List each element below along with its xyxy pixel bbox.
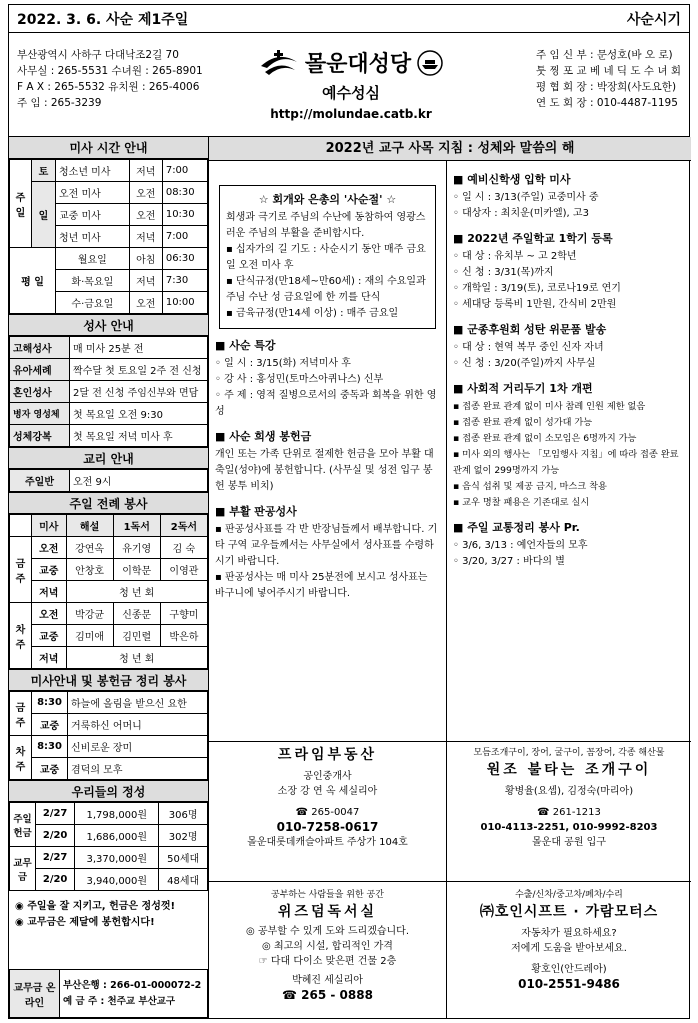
altar-service-table: 미사 해설 1독서 2독서 금주 오전 강연옥 유기영 김 숙 교중 안창호 이학문 이영관 저녁 청 년 회 차주 오전 박강균 신종문 구향미 교중 김미애 김민렬 박은하 저녁 청 년 회 (9, 514, 208, 669)
sacraments-title: 성사 안내 (9, 314, 208, 336)
ship-emblem-icon (417, 50, 443, 76)
main-content (209, 137, 691, 161)
ad-restaurant: 모듬조개구이, 장어, 굴구이, 꼼장어, 각종 해산물 원조 불타는 조개구이 황병율(요셉), 김정숙(마리아) ☎ 261-1213 010-4113-2251, 010-9992-8203 몰운대 공원 입구 (447, 742, 691, 882)
right-column: ■ 예비신학생 입학 미사 ◦ 일 시 : 3/13(주일) 교중미사 중 ◦ 대상자 : 최치운(미카엘), 고3 ■ 2022년 주일학교 1학기 등록 ◦ 대 상 : 유치부 ~ 고 2학년 ◦ 신 청 : 3/31(목)까지 ◦ 개학일 : 3/19(토), 코로나19로 연기 ◦ 세대당 등록비 1만원, 간식비 2만원 ■ 군종후원회 성탄 위문품 발송 ◦ 대 상 : 현역 복무 중인 신자 자녀 ◦ 신 청 : 3/20(주일)까지 사무실 ■ 사회적 거리두기 1차 개편 ▪ 접종 완료 관계 없이 미사 참례 인원 제한 없음 ▪ 접종 완료 관계 없이 성가대 가능 ▪ 접종 완료 관계 없이 소모임은 6명까지 가능 ▪ 미사 외의 행사는 「모임행사 지침」에 따라 접종 완료 관계 없이 299명까지 가능 ▪ 음식 섭취 및 제공 금지, 마스크 착용 ▪ 교우 명찰 패용은 기존대로 실시 ■ 주일 교통정리 봉사 Pr. ◦ 3/6, 3/13 : 예언자들의 모후 ◦ 3/20, 3/27 : 바다의 별 (447, 161, 691, 741)
patron: 예수성심 (322, 84, 380, 102)
easter-confession-text: ▪ 판공성사표를 각 반 반장님들께서 배부합니다. 기타 구역 교우들께서는 사무실에서 성사표를 수령하시기 바랍니다. ▪ 판공성사는 매 미사 25분전에 보시고 성사표는 바구니에 넣어주시기 바랍니다. (215, 524, 438, 599)
guide-service-table: 금주 8:30 하늘에 올림을 받으신 요한 교중 거룩하신 어머니 차주 8:30 신비로운 장미 교중 겸덕의 모후 (9, 691, 208, 780)
mass-times-table: 주일 토 청소년 미사 저녁 7:00 일 오전 미사 오전 08:30 교중 미사 오전 10:30 청년 미사 저녁 7:00 평 일 월요일 아침 06:30 화·목요일 저녁 7:30 수·금요일 오전 10:00 (9, 159, 208, 314)
sunday-school-heading: ■ 2022년 주일학교 1학기 등록 (453, 232, 613, 245)
church-title (221, 47, 481, 121)
bulletin-page (8, 4, 690, 1019)
distancing-heading: ■ 사회적 거리두기 1차 개편 (453, 382, 593, 395)
left-column (9, 137, 209, 1018)
ad-realestate: 프라임부동산 공인중개사 소장 강 연 옥 세실리아 ☎ 265-0047 010-7258-0617 몰운대롯데캐슬아파트 주상가 104호 (209, 742, 447, 882)
doctrine-title: 교리 안내 (9, 447, 208, 469)
mass-times-title: 미사 시간 안내 (9, 137, 208, 159)
church-staff: 주 임 신 부 : 문성호(바 오 로) 툿 찡 포 교 베 네 딕 도 수 녀 회 평 협 회 장 : 박장희(사도요한) 연 도 회 장 : 010-4487-1195 (536, 49, 681, 109)
issue-date: 2022. 3. 6. 사순 제1주일 (17, 11, 189, 28)
seminarian-heading: ■ 예비신학생 입학 미사 (453, 173, 571, 186)
traffic-heading: ■ 주일 교통정리 봉사 Pr. (453, 521, 580, 534)
ad-studyroom: 공부하는 사람들을 위한 공간 위즈덤독서실 ◎ 공부할 수 있게 도와 드리겠습니다. ◎ 최고의 시설, 합리적인 가격 ☞ 다대 다이소 맞은편 건물 2층 박혜진 세실리아 ☎ 265 - 0888 (209, 882, 447, 1019)
pastoral-policy-title: 2022년 교구 사목 지침 : 성체와 말씀의 해 (209, 137, 691, 161)
website-link[interactable]: http://molundae.catb.kr (270, 107, 432, 121)
easter-confession-heading: ■ 부활 판공성사 (215, 505, 297, 518)
header (9, 33, 689, 137)
sacrifice-text: 개인 또는 가족 단위로 절제한 헌금을 모아 부활 대축일(성야)에 봉헌합니다. (사무실 및 성전 입구 봉헌 봉투 비치) (215, 449, 434, 492)
ads-section (209, 741, 691, 1018)
ad-motors: 수출/신차/중고차/폐차/수리 ㈜호인시프트 · 가람모터스 자동차가 필요하세요? 저에게 도움을 받아보세요. 황호인(안드레아) 010-2551-9486 (479, 890, 659, 991)
doctrine-table: 주일반 오전 9시 (9, 469, 208, 492)
top-bar (9, 5, 689, 33)
guide-service-title: 미사안내 및 봉헌금 정리 봉사 (9, 669, 208, 691)
offering-table: 주일헌금 2/27 1,798,000원 306명 2/20 1,686,000원 302명 교무금 2/27 3,370,000원 50세대 2/20 3,940,000원 48세대 (9, 802, 208, 891)
lecture-details: ◦ 일 시 : 3/15(화) 저녁미사 후 ◦ 강 사 : 홍성민(토마스아퀴나스) 신부 ◦ 주 제 : 영적 질병으로서의 중독과 회복을 위한 영성 (215, 358, 437, 417)
offering-title: 우리들의 정성 (9, 780, 208, 802)
church-name: 몰운대성당 (304, 52, 412, 77)
church-address: 부산광역시 사하구 다대낙조2길 70 사무실 : 265-5531 수녀원 : 265-8901 F A X : 265-5532 유치원 : 265-4006 주 임 : 265-3239 (17, 49, 203, 109)
sacrifice-heading: ■ 사순 희생 봉헌금 (215, 430, 312, 443)
liturgical-season: 사순시기 (626, 11, 681, 28)
online-account: 교무금 온라인 부산은행 : 266-01-000072-2 예 금 주 : 천주교 부산교구 (9, 969, 208, 1018)
sacraments-table: 고해성사 매 미사 25분 전 유아세례 짝수달 첫 토요일 2주 전 신청 혼인성사 2달 전 신청 주임신부와 면담 병자 영성체 첫 목요일 오전 9:30 성체강복 첫 목요일 저녁 미사 후 (9, 336, 208, 447)
lecture-heading: ■ 사순 특강 (215, 339, 276, 352)
church-logo-icon (259, 48, 299, 78)
military-heading: ■ 군종후원회 성탄 위문품 발송 (453, 323, 607, 336)
lent-box: ☆ 회개와 은총의 '사순절' ☆ 희생과 극기로 주님의 수난에 동참하여 영광스러운 주님의 부활을 준비합시다. ▪ 십자가의 길 기도 : 사순시기 동안 매주 금요일 오전 미사 후 ▪ 단식규정(만18세~만60세) : 재의 수요일과 주님 수난 성 금요일에 한 끼를 단식 ▪ 금육규정(만14세 이상) : 매주 금요일 (219, 185, 436, 329)
altar-service-title: 주일 전례 봉사 (9, 492, 208, 514)
offering-notice: ◉ 주일을 잘 지키고, 헌금은 정성껏! ◉ 교무금은 제달에 봉헌합시다! (15, 901, 176, 928)
middle-column (209, 161, 447, 741)
